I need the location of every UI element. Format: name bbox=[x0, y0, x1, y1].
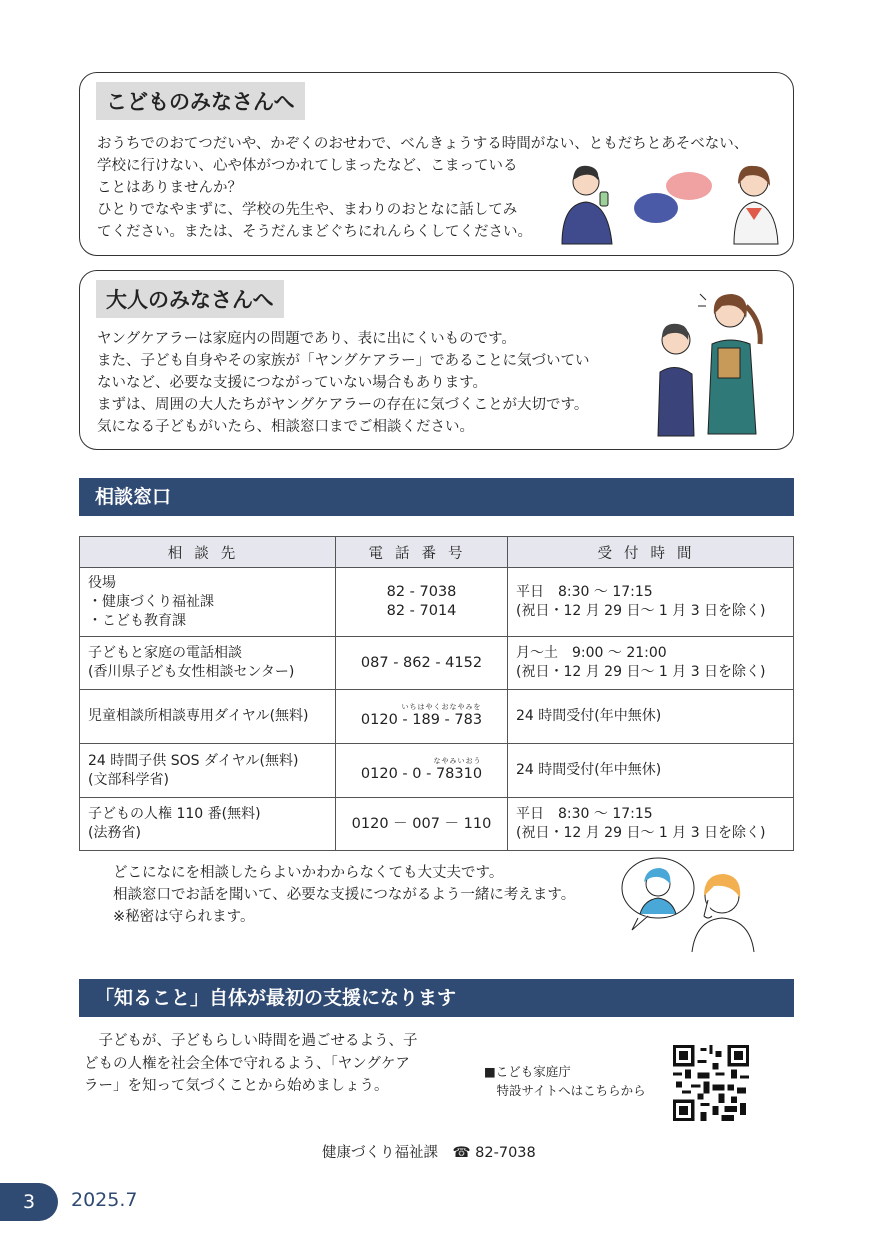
phone-ruby: いちはやくおなやみを bbox=[401, 703, 482, 711]
adults-title: 大人のみなさんへ bbox=[96, 280, 284, 318]
issue-date: 2025.7 bbox=[71, 1189, 138, 1211]
consult-table bbox=[79, 536, 794, 851]
phone-ruby: なやみいおう bbox=[433, 757, 482, 765]
adults-text: ヤングケアラーは家庭内の問題であり、表に出にくいものです。 また、子ども自身やその家族が「ヤングケアラー」であることに気づいてい ないなど、必要な支援につながっていない場合もあります。 まずは、周囲の大人たちがヤングケアラーの存在に気づくことが大切です。 気になる子どもがいたら、相談窓口までご相談ください。 bbox=[97, 331, 590, 435]
cfa-site-label: ■こども家庭庁 特設サイトへはこちらから bbox=[484, 1064, 646, 1098]
table-row: 子どもと家庭の電話相談 (香川県子ども女性相談センター) 087 - 862 - 4152 月～土 9:00 ～ 21:00 (祝日・12 月 29 日～ 1 月 3 日を除く) bbox=[80, 637, 794, 690]
kids-text: おうちでのおてつだいや、かぞくのおせわで、べんきょうする時間がない、ともだちとあそべない、 学校に行けない、心や体がつかれてしまったなど、こまっている ことはありませんか？ ひとりでなやまずに、学校の先生や、まわりのおとなに話してみ てください。または、そうだんまどぐちにれんらくしてください。 bbox=[97, 136, 749, 240]
know-text: 子どもが、子どもらしい時間を過ごせるよう、子どもの人権を社会全体で守れるよう、「ヤングケアラー」を知って気づくことから始めましょう。 bbox=[84, 1033, 418, 1094]
header-tel: 電話番号 bbox=[336, 537, 508, 568]
consult-note: どこになにを相談したらよいかわからなくても大丈夫です。 相談窓口でお話を聞いて、必要な支援につながるよう一緒に考えます。 ※秘密は守られます。 bbox=[113, 865, 576, 925]
consult-table-header bbox=[80, 537, 794, 568]
contact-footer: 健康づくり福祉課 ☎ 82-7038 bbox=[322, 1145, 536, 1161]
page-number: 3 bbox=[0, 1183, 58, 1221]
qr-code-icon[interactable] bbox=[673, 1045, 749, 1121]
phone-call-illustration bbox=[618, 856, 760, 956]
phone-number[interactable]: 087 - 862 - 4152 bbox=[336, 637, 508, 690]
consult-heading: 相談窓口 bbox=[79, 478, 794, 516]
kids-title: こどものみなさんへ bbox=[96, 82, 305, 120]
table-row: 児童相談所相談専用ダイヤル(無料) いちはやくおなやみを 0120 - 189 - 783 24 時間受付(年中無休) bbox=[80, 690, 794, 744]
header-hours: 受付時間 bbox=[508, 537, 794, 568]
adults-talking-illustration bbox=[650, 284, 775, 440]
phone-number[interactable]: 82 - 7038 82 - 7014 bbox=[336, 568, 508, 637]
table-row: 役場 ・健康づくり福祉課 ・こども教育課 82 - 7038 82 - 7014 平日 8:30 ～ 17:15 (祝日・12 月 29 日～ 1 月 3 日を除く) bbox=[80, 568, 794, 637]
table-row: 子どもの人権 110 番(無料) (法務省) 0120 － 007 － 110 平日 8:30 ～ 17:15 (祝日・12 月 29 日～ 1 月 3 日を除く) bbox=[80, 798, 794, 851]
know-heading: 「知ること」自体が最初の支援になります bbox=[79, 979, 794, 1017]
phone-number[interactable]: なやみいおう 0120 - 0 - 78310 bbox=[336, 744, 508, 798]
table-row: 24 時間子供 SOS ダイヤル(無料) (文部科学省) なやみいおう 0120 - 0 - 78310 24 時間受付(年中無休) bbox=[80, 744, 794, 798]
kids-talking-illustration bbox=[556, 158, 786, 248]
phone-number[interactable]: 0120 － 007 － 110 bbox=[336, 798, 508, 851]
header-place: 相談先 bbox=[80, 537, 336, 568]
phone-number[interactable]: いちはやくおなやみを 0120 - 189 - 783 bbox=[336, 690, 508, 744]
